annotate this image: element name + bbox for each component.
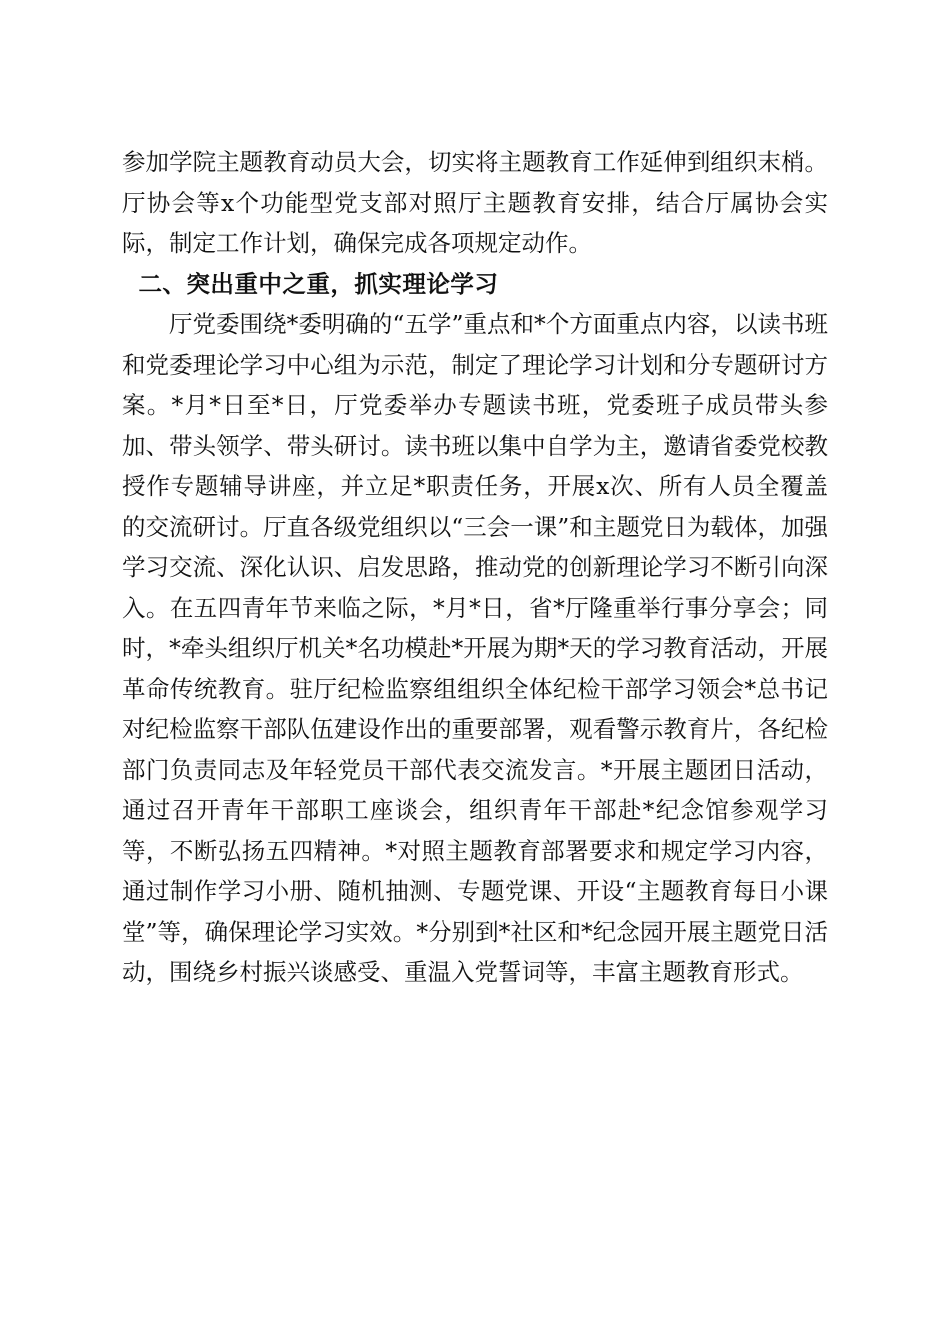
section-heading: 二、突出重中之重，抓实理论学习 — [138, 269, 499, 298]
paragraph-continued: 参加学院主题教育动员大会，切实将主题教育工作延伸到组织末梢。厅协会等x个功能型党支部对照厅主题教育安排，结合厅属协会实际，制定工作计划，确保完成各项规定动作。 — [122, 148, 828, 257]
document-page — [122, 142, 828, 993]
paragraph-main: 厅党委围绕*委明确的“五学”重点和*个方面重点内容，以读书班和党委理论学习中心组为示范，制定了理论学习计划和分专题研讨方案。*月*日至*日，厅党委举办专题读书班，党委班子成员带头参加、带头领学、带头研讨。读书班以集中自学为主，邀请省委党校教授作专题辅导讲座，并立足*职责任务，开展x次、所有人员全覆盖的交流研讨。厅直各级党组织以“三会一课”和主题党日为载体，加强学习交流、深化认识、启发思路，推动党的创新理论学习不断引向深入。在五四青年节来临之际，*月*日，省*厅隆重举行事分享会；同时，*牵头组织厅机关*名功模赴*开展为期*天的学习教育活动，开展革命传统教育。驻厅纪检监察组组织全体纪检干部学习领会*总书记对纪检监察干部队伍建设作出的重要部署，观看警示教育片，各纪检部门负责同志及年轻党员干部代表交流发言。*开展主题团日活动，通过召开青年干部职工座谈会，组织青年干部赴*纪念馆参观学习等，不断弘扬五四精神。*对照主题教育部署要求和规定学习内容，通过制作学习小册、随机抽测、专题党课、开设“主题教育每日小课堂”等，确保理论学习实效。*分别到*社区和*纪念园开展主题党日活动，围绕乡村振兴谈感受、重温入党誓词等，丰富主题教育形式。 — [122, 310, 828, 986]
